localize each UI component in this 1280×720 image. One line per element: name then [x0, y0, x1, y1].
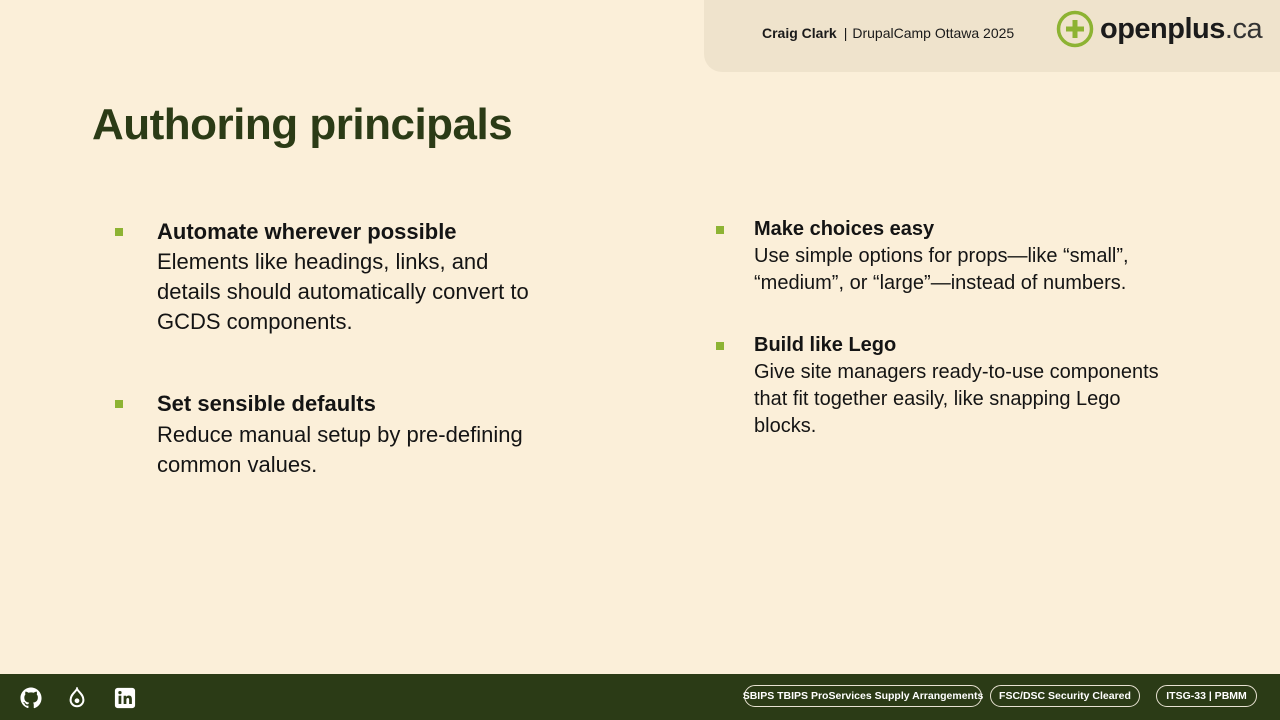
linkedin-icon[interactable]	[114, 687, 136, 709]
item-desc-automate: Elements like headings, links, and details should automatically convert to GCDS components.	[157, 249, 529, 334]
github-icon[interactable]	[20, 687, 42, 709]
plus-circle-icon	[1056, 10, 1094, 48]
item-title-choices: Make choices easy	[754, 218, 935, 240]
item-desc-defaults: Reduce manual setup by pre-defining common values.	[157, 422, 523, 477]
header-info	[762, 25, 1014, 41]
item-title-defaults: Set sensible defaults	[157, 391, 376, 416]
badge-security-cleared: FSC/DSC Security Cleared	[990, 685, 1140, 707]
item-title-automate: Automate wherever possible	[157, 219, 457, 244]
bullet-icon	[716, 226, 724, 234]
badge-supply-arrangements: SBIPS TBIPS ProServices Supply Arrangements	[744, 685, 982, 707]
slide-title: Authoring principals	[92, 100, 513, 149]
badge-itsg-pbmm: ITSG-33 | PBMM	[1156, 685, 1257, 707]
logo-tld: .ca	[1224, 12, 1263, 45]
bullet-icon	[716, 342, 724, 350]
item-title-lego: Build like Lego	[754, 334, 897, 356]
drupal-icon[interactable]	[66, 687, 88, 709]
header-separator: |	[843, 25, 848, 41]
logo-wordmark	[1100, 13, 1262, 46]
bullet-icon	[115, 400, 123, 408]
footer-bar	[0, 674, 1280, 720]
bullet-icon	[115, 228, 123, 236]
openplus-logo	[1056, 10, 1262, 48]
event-name: DrupalCamp Ottawa 2025	[852, 25, 1015, 41]
speaker-name: Craig Clark	[762, 25, 837, 41]
logo-name: openplus	[1100, 12, 1225, 45]
item-desc-choices: Use simple options for props—like “small”, “medium”, or “large”—instead of numbers.	[754, 245, 1129, 294]
item-desc-lego: Give site managers ready-to-use components that fit together easily, like snapping Lego blocks.	[754, 361, 1159, 437]
